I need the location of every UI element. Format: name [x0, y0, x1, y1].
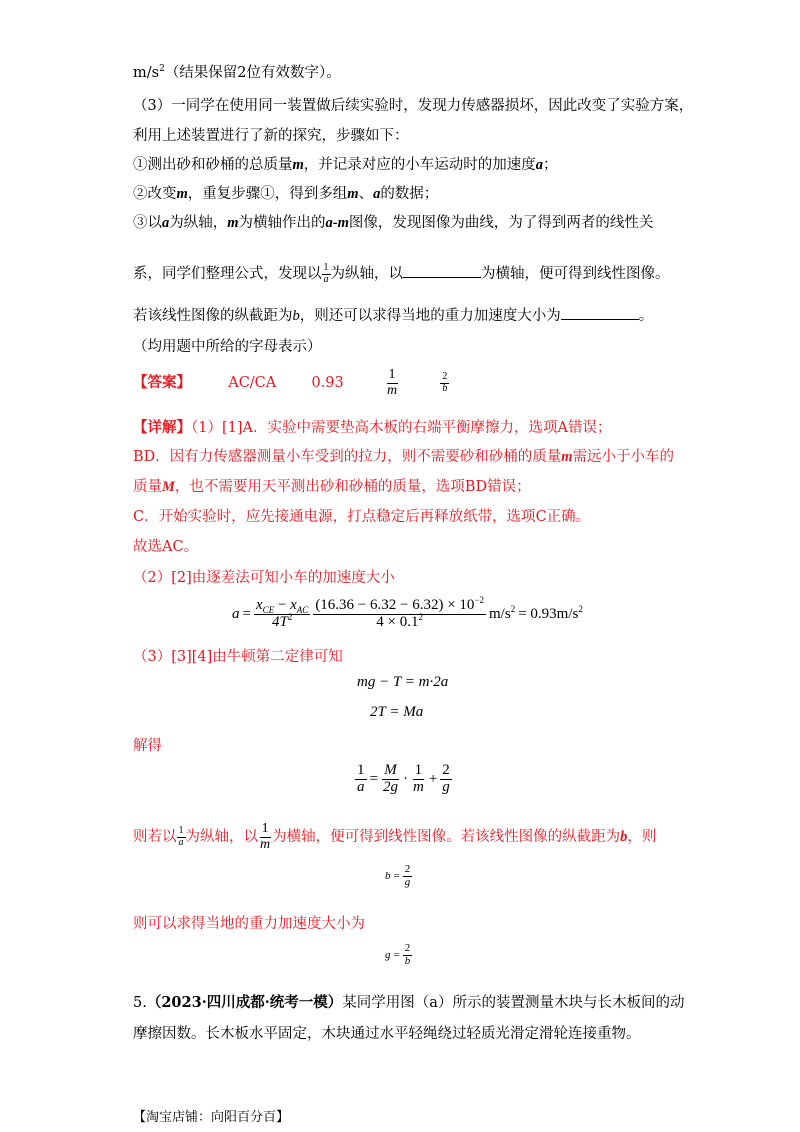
line-step2: ②改变m，重复步骤①，得到多组m、a的数据； [133, 186, 439, 202]
footer-shop-label: 【淘宝店铺：向阳百分百】 [133, 1110, 290, 1125]
detail-line-4: C．开始实验时，应先接通电源，打点稳定后再释放纸带，选项C正确。 [133, 509, 591, 525]
detail-line-6: （2）[2]由逐差法可知小车的加速度大小 [133, 570, 395, 586]
answer-2: 0.93 [311, 375, 344, 391]
detail-line-7: （3）[3][4]由牛顿第二定律可知 [133, 649, 343, 665]
equation-acceleration: a = $\frac{x_{CE} - x_{AC}}{4T^2}$ $\frac{(16.36 - 6.32 - 6.32) \times 10^{-2}}{4 \times 0.1^2}$ $m/s^2$ = $0.93m/s^2$ [232, 595, 583, 630]
line-units: $m/s^2$（结果保留2位有效数字）。 [133, 64, 341, 81]
equation-solved: $\frac{1}{a}$ = $\frac{M}{2g}$ · $\frac{1}{m}$ + $\frac{2}{g}$ [357, 762, 450, 795]
line-steps-intro: 利用上述装置进行了新的探究，步骤如下： [133, 128, 409, 144]
answer-line [133, 366, 449, 400]
answer-1: AC/CA [228, 375, 277, 391]
answer-blank-x-axis[interactable] [403, 263, 481, 278]
detail-line-8: 解得 [133, 738, 162, 754]
line-q3-intro: （3）一同学在使用同一装置做后续实验时，发现力传感器损坏，因此改变了实验方案， [133, 98, 694, 114]
line-step3: ③以a为纵轴，m为横轴作出的a-m图像，发现图像为曲线，为了得到两者的线性关 [133, 215, 654, 231]
question-5-line-2: 摩擦因数。长木板水平固定，木块通过水平轻绳绕过轻质光滑定滑轮连接重物。 [133, 1026, 641, 1042]
answer-label: 【答案】 [133, 374, 191, 391]
answer-blank-g[interactable] [561, 305, 639, 320]
equation-intercept: b = $\frac{2}{g}$ [385, 863, 411, 888]
detail-line-5: 故选AC。 [133, 539, 199, 555]
fraction-one-over-a: $\frac{1}{a}$ [323, 262, 329, 285]
line-intercept: 若该线性图像的纵截距为b，则还可以求得当地的重力加速度大小为 。 [133, 305, 653, 326]
detail-line-3: 质量M，也不需要用天平测出砂和砂桶的质量，选项BD错误； [133, 479, 531, 495]
equation-newton-2: 2T = Ma [370, 704, 424, 720]
equation-newton-1: mg − T = m·2a [357, 674, 449, 690]
detail-line-10: 则可以求得当地的重力加速度大小为 [133, 916, 365, 932]
line-step1: ①测出砂和砂桶的总质量m，并记录对应的小车运动时的加速度a； [133, 157, 558, 173]
question-5-line-1: 5.（2023·四川成都·统考一模）某同学用图（a）所示的装置测量木块与长木板间的动 [133, 994, 685, 1011]
detail-line-9: 则若以 $\frac{1}{a}$ 为纵轴，以 $\frac{1}{m}$ 为横轴，便可得到线性图像。若该线性图像的纵截距为b，则 [133, 820, 657, 852]
equation-gravity: g = $\frac{2}{b}$ [385, 942, 411, 967]
detail-line-1: 【详解】（1）[1]A．实验中需要垫高木板的右端平衡摩擦力，选项A错误； [133, 419, 612, 436]
line-linearize: 系，同学们整理公式，发现以 $\frac{1}{a}$ 为纵轴，以 为横轴，便可得到线性图像。 [133, 262, 670, 285]
line-note: （均用题中所给的字母表示） [133, 339, 322, 355]
answer-3-fraction: $\frac{1}{m}$ [386, 366, 398, 398]
detail-line-2: BD．因有力传感器测量小车受到的拉力，则不需要砂和砂桶的质量m需远小于小车的 [133, 449, 675, 465]
answer-4-fraction: $\frac{2}{b}$ [442, 371, 448, 394]
